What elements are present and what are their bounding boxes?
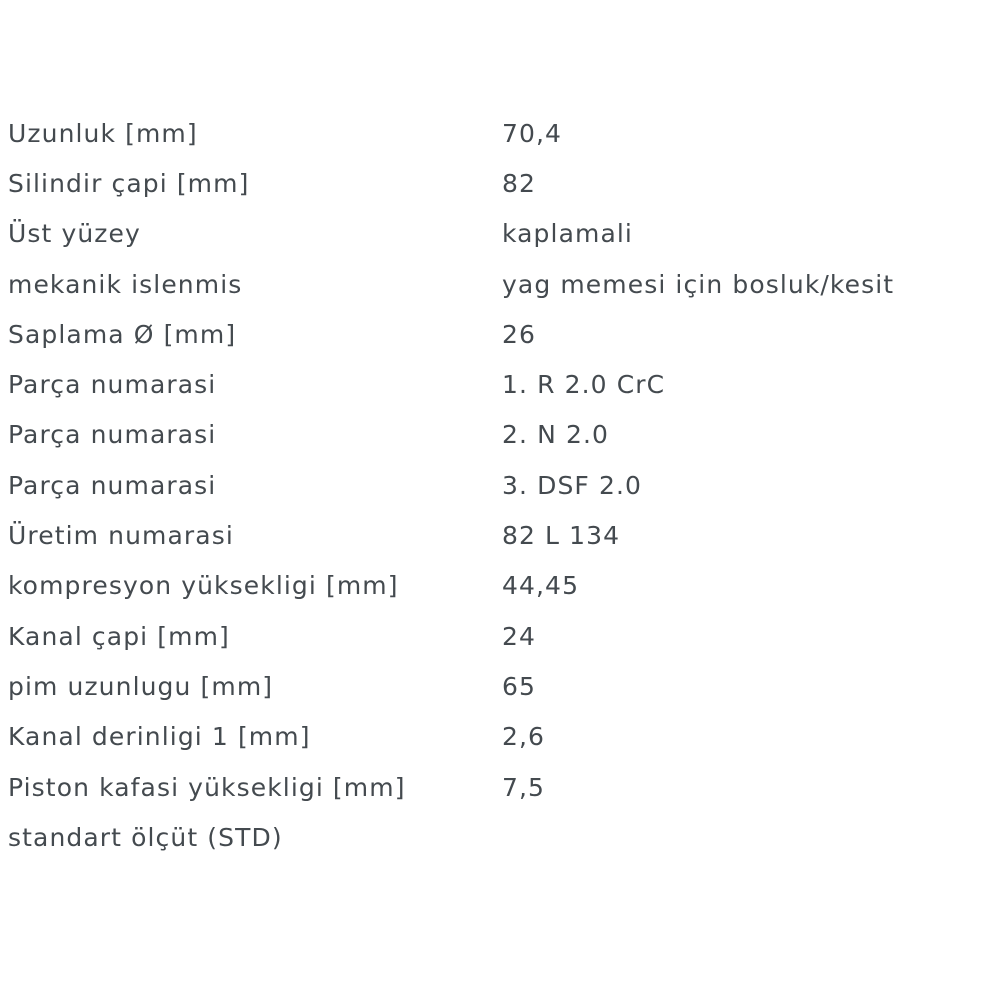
- spec-value: 7,5: [502, 772, 546, 802]
- spec-value: 44,45: [502, 571, 580, 601]
- spec-value: [502, 812, 993, 862]
- spec-value: 82: [502, 168, 537, 198]
- spec-value: 2,6: [502, 722, 546, 752]
- spec-value: 24: [502, 621, 537, 651]
- spec-label: Saplama Ø [mm]: [8, 319, 237, 349]
- spec-value: 1. R 2.0 CrC: [502, 370, 666, 400]
- spec-value: yag memesi için bosluk/kesit: [502, 269, 895, 299]
- spec-row: [8, 510, 993, 560]
- specifications-table: [8, 108, 993, 862]
- spec-row: [8, 158, 993, 208]
- spec-row: [8, 209, 993, 259]
- spec-row: [8, 309, 993, 359]
- spec-row: [8, 359, 993, 409]
- spec-label: Parça numarasi: [8, 470, 217, 500]
- spec-label: kompresyon yüksekligi [mm]: [8, 571, 399, 601]
- spec-value: 26: [502, 319, 537, 349]
- spec-label: Parça numarasi: [8, 420, 217, 450]
- spec-row: [8, 812, 993, 862]
- spec-label: Silindir çapi [mm]: [8, 168, 250, 198]
- spec-label: Piston kafasi yüksekligi [mm]: [8, 772, 406, 802]
- spec-label: Uzunluk [mm]: [8, 118, 198, 148]
- spec-value: 3. DSF 2.0: [502, 470, 643, 500]
- spec-row: [8, 108, 993, 158]
- spec-value: 2. N 2.0: [502, 420, 610, 450]
- spec-value: 82 L 134: [502, 521, 621, 551]
- spec-row: [8, 661, 993, 711]
- spec-value: 70,4: [502, 118, 563, 148]
- spec-row: [8, 611, 993, 661]
- spec-label: mekanik islenmis: [8, 269, 243, 299]
- spec-label: Üretim numarasi: [8, 521, 234, 551]
- spec-row: [8, 259, 993, 309]
- spec-row: [8, 460, 993, 510]
- spec-label: Üst yüzey: [8, 219, 141, 249]
- spec-label: pim uzunlugu [mm]: [8, 671, 274, 701]
- spec-row: [8, 561, 993, 611]
- spec-label: Kanal derinligi 1 [mm]: [8, 722, 311, 752]
- spec-value: kaplamali: [502, 219, 633, 249]
- spec-label: standart ölçüt (STD): [8, 822, 283, 852]
- spec-row: [8, 762, 993, 812]
- spec-value: 65: [502, 671, 537, 701]
- spec-row: [8, 410, 993, 460]
- spec-label: Kanal çapi [mm]: [8, 621, 230, 651]
- spec-label: Parça numarasi: [8, 370, 217, 400]
- spec-row: [8, 712, 993, 762]
